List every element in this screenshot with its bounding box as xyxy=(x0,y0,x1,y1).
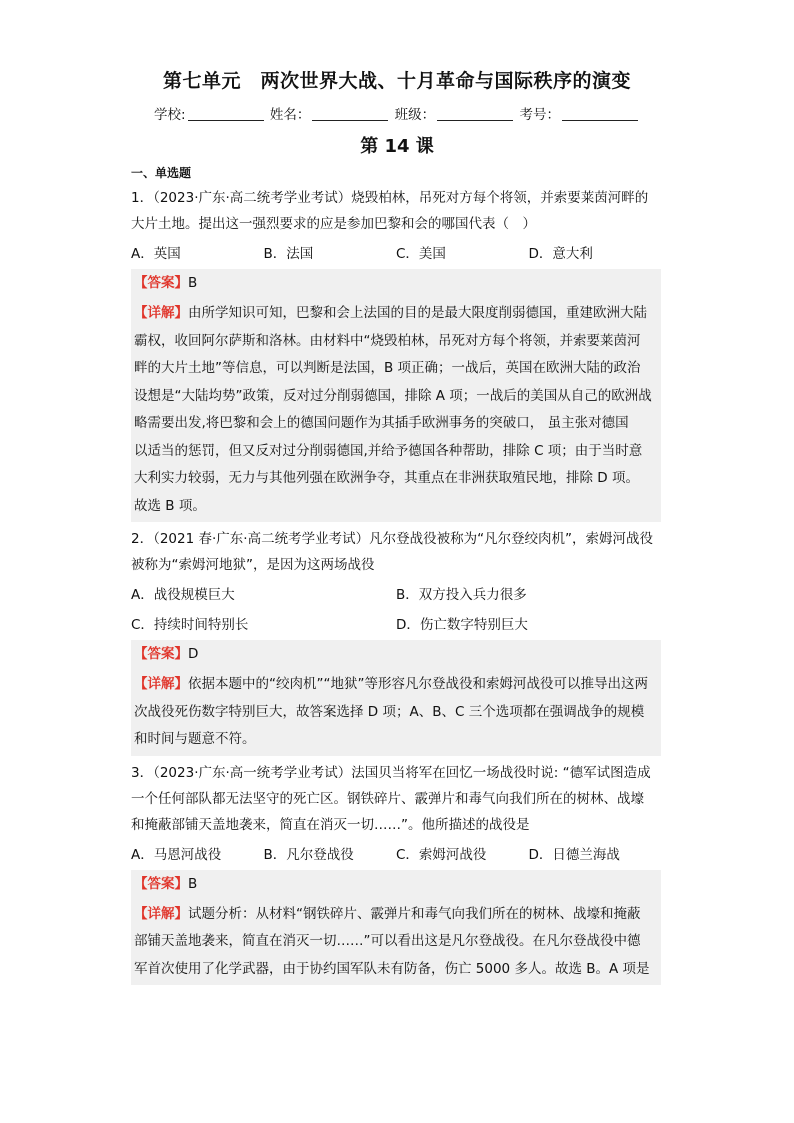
student-info-row xyxy=(0,103,794,123)
lesson-title: 第 14 课 xyxy=(360,136,434,157)
option-a: A．战役规模巨大 xyxy=(131,587,235,603)
answer-value: B xyxy=(188,875,198,892)
unit-title: 第七单元 两次世界大战、十月革命与国际秩序的演变 xyxy=(162,70,631,92)
detail-line: 霸权，收回阿尔萨斯和洛林。由材料中“烧毁柏林，吊死对方每个将领，并索要莱茵河 xyxy=(134,332,641,349)
detail-tag: 【详解】 xyxy=(134,905,188,922)
detail-line: 【详解】试题分析：从材料“钢铁碎片、霰弹片和毒气向我们所在的树林、战壕和掩蔽 xyxy=(134,905,641,922)
detail-line: 【详解】依据本题中的“绞肉机”“地狱”等形容凡尔登战役和索姆河战役可以推导出这两 xyxy=(134,676,648,692)
question-2 xyxy=(131,526,661,756)
option-b: B．双方投入兵力很多 xyxy=(396,587,527,603)
option-a: A．英国 xyxy=(131,246,181,262)
answer-block xyxy=(131,269,661,298)
detail-tag: 【详解】 xyxy=(134,676,188,692)
detail-line: 故选 B 项。 xyxy=(134,497,206,514)
detail-line: 畔的大片土地”等信息，可以判断是法国，B 项正确；一战后，英国在欧洲大陆的政治 xyxy=(134,360,641,376)
option-d: D．意大利 xyxy=(528,246,593,262)
name-label: 姓名： xyxy=(269,107,311,123)
options-row xyxy=(131,578,661,608)
question-3 xyxy=(131,760,661,986)
answer-value: D xyxy=(188,646,199,662)
option-b: B．凡尔登战役 xyxy=(263,846,354,863)
school-label: 学校: xyxy=(154,107,186,123)
detail-line: 大利实力较弱，无力与其他列强在欧洲争夺，其重点在非洲获取殖民地，排除 D 项。 xyxy=(134,470,639,486)
option-b: B．法国 xyxy=(263,246,314,262)
answer-tag: 【答案】 xyxy=(134,275,188,291)
option-c: C．美国 xyxy=(396,246,446,262)
options-row xyxy=(131,608,661,638)
detail-line: 部铺天盖地袭来，简直在消灭一切……”可以看出这是凡尔登战役。在凡尔登战役中德 xyxy=(134,933,641,949)
exam-no-blank[interactable] xyxy=(562,108,638,121)
answer-tag: 【答案】 xyxy=(134,646,188,662)
question-text-line: 被称为“索姆河地狱”，是因为这两场战役 xyxy=(131,557,375,573)
detail-line: 军首次使用了化学武器，由于协约国军队未有防备，伤亡 5000 多人。故选 B。A 项是 xyxy=(134,960,650,977)
option-c: C．索姆河战役 xyxy=(396,846,487,863)
answer-value: B xyxy=(188,275,198,291)
detail-tag: 【详解】 xyxy=(134,305,188,321)
detail-block xyxy=(131,899,661,986)
answer-tag: 【答案】 xyxy=(134,875,188,892)
detail-line: 和时间与题意不符。 xyxy=(134,731,256,747)
detail-line: 以适当的惩罚，但又反对过分削弱德国,并给予德国各种帮助，排除 C 项；由于当时意 xyxy=(134,442,643,459)
option-a: A．马恩河战役 xyxy=(131,846,222,863)
detail-line: 次战役死伤数字特别巨大，故答案选择 D 项；A、B、C 三个选项都在强调战争的规模 xyxy=(134,703,645,720)
exam-no-label: 考号： xyxy=(519,107,560,123)
class-blank[interactable] xyxy=(437,108,513,121)
detail-line: 设想是“大陆均势”政策，反对过分削弱德国，排除 A 项；一战后的美国从自己的欧洲战 xyxy=(134,387,652,404)
name-blank[interactable] xyxy=(312,108,388,121)
class-label: 班级： xyxy=(394,107,436,123)
options-row xyxy=(131,838,661,868)
question-text-line: 1．（2023·广东·高二统考学业考试）烧毁柏林，吊死对方每个将领，并索要莱茵河畔的 xyxy=(131,190,649,206)
detail-line: 【详解】由所学知识可知，巴黎和会上法国的目的是最大限度削弱德国，重建欧洲大陆 xyxy=(134,305,647,321)
school-blank[interactable] xyxy=(188,108,264,121)
question-text-line: 3．（2023·广东·高一统考学业考试）法国贝当将军在回忆一场战役时说: “德军试图造成 xyxy=(131,764,651,781)
option-c: C．持续时间特别长 xyxy=(131,617,249,633)
question-text-line: 大片土地。提出这一强烈要求的应是参加巴黎和会的哪国代表（ ） xyxy=(131,216,536,232)
answer-block xyxy=(131,870,661,899)
question-list xyxy=(131,164,661,985)
detail-block xyxy=(131,298,661,522)
question-1 xyxy=(131,185,661,522)
detail-line: 略需要出发,将巴黎和会上的德国问题作为其插手欧洲事务的突破口， 虽主张对德国 xyxy=(134,415,629,431)
section-title: 一、单选题 xyxy=(131,166,192,180)
answer-block xyxy=(131,640,661,669)
detail-block xyxy=(131,669,661,756)
question-text-line: 和掩蔽部铺天盖地袭来，简直在消灭一切……”。他所描述的战役是 xyxy=(131,816,530,833)
option-d: D．日德兰海战 xyxy=(528,846,620,863)
question-text-line: 2．（2021 春·广东·高二统考学业考试）凡尔登战役被称为“凡尔登绞肉机”，索姆河战役 xyxy=(131,531,654,547)
question-text-line: 一个任何部队都无法坚守的死亡区。钢铁碎片、霰弹片和毒气向我们所在的树林、战壕 xyxy=(131,790,644,807)
options-row xyxy=(131,237,661,267)
option-d: D．伤亡数字特别巨大 xyxy=(396,617,528,633)
